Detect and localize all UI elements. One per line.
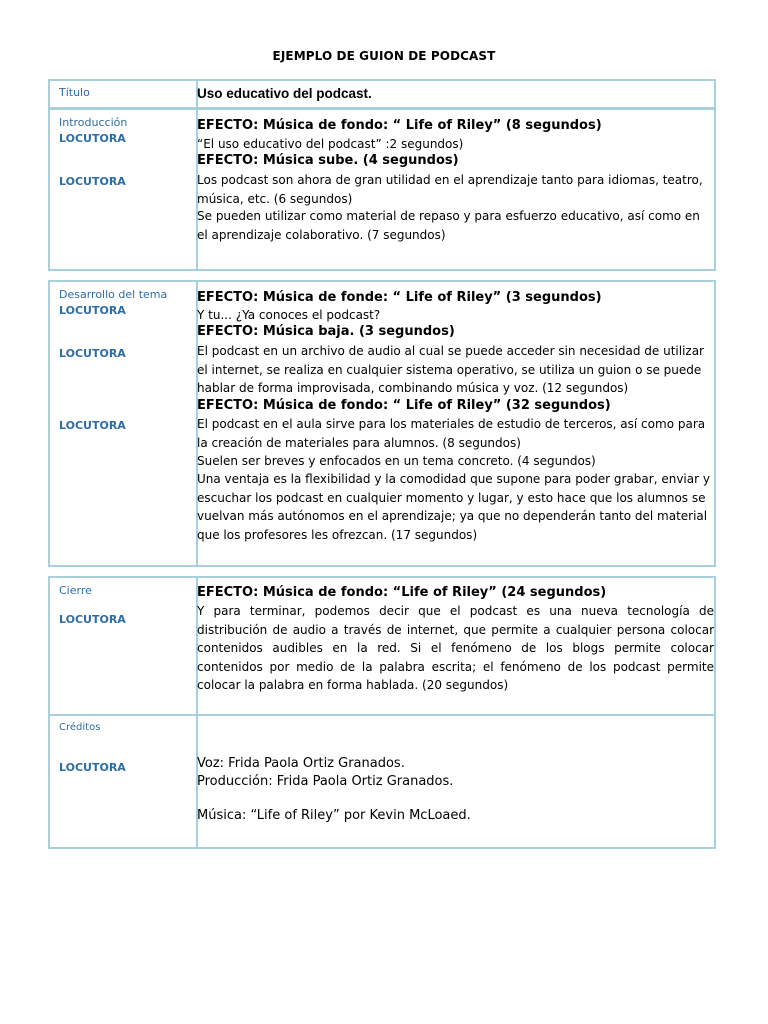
titulo-label: Título (59, 86, 90, 99)
cell-label (48, 576, 198, 716)
desarrollo-label: Desarrollo del tema (59, 288, 168, 301)
efecto-line: EFECTO: Música sube. (4 segundos) (197, 153, 459, 168)
locutora-label: LOCUTORA (59, 347, 126, 360)
efecto-line: EFECTO: Música de fondo: “Life of Riley” (24 segundos) (197, 585, 607, 600)
cierre-label: Cierre (59, 584, 92, 597)
efecto-line: EFECTO: Música baja. (3 segundos) (197, 324, 455, 339)
script-paragraph: Los podcast son ahora de gran utilidad en el aprendizaje tanto para idiomas, teatro, música, etc. (6 segundos) (197, 173, 703, 206)
script-paragraph: Una ventaja es la flexibilidad y la comodidad que supone para poder grabar, enviar y escuchar los podcast en cualquier momento y lugar, y esto hace que los alumnos se vuelvan más autónomos en el aprendizaje; ya que no dependerán tanto del material que los profesores les ofrezcan. (17 segundos) (197, 472, 710, 542)
row-desarrollo (48, 280, 716, 567)
row-creditos (48, 714, 716, 849)
introduccion-label: Introducción (59, 116, 128, 129)
locutora-label: LOCUTORA (59, 613, 126, 626)
cell-label (48, 714, 198, 849)
script-paragraph: Suelen ser breves y enfocados en un tema concreto. (4 segundos) (197, 454, 596, 468)
locutora-label: LOCUTORA (59, 304, 126, 317)
credit-produccion: Producción: Frida Paola Ortiz Granados. (197, 774, 454, 789)
credit-voz: Voz: Frida Paola Ortiz Granados. (197, 756, 405, 771)
locutora-label: LOCUTORA (59, 132, 126, 145)
script-paragraph: El podcast en un archivo de audio al cual se puede acceder sin necesidad de utilizar el internet, se realiza en cualquier sistema operativo, se utiliza un guion o se puede hablar de forma improvisada, combinando música y voz. (12 segundos) (197, 344, 704, 395)
script-paragraph: El podcast en el aula sirve para los materiales de estudio de terceros, así como para la creación de materiales para alumnos. (8 segundos) (197, 417, 706, 450)
credit-musica: Música: “Life of Riley” por Kevin McLoaed. (197, 808, 471, 823)
efecto-line: EFECTO: Música de fondo: “ Life of Riley” (32 segundos) (197, 398, 611, 413)
locutora-label: LOCUTORA (59, 419, 126, 432)
script-line: “El uso educativo del podcast” :2 segundos) (197, 137, 464, 151)
locutora-label: LOCUTORA (59, 175, 126, 188)
locutora-label: LOCUTORA (59, 761, 126, 774)
efecto-line: EFECTO: Música de fonde: “ Life of Riley” (3 segundos) (197, 290, 602, 305)
row-titulo (48, 79, 716, 109)
titulo-value: Uso educativo del podcast. (197, 86, 372, 101)
creditos-label: Créditos (59, 722, 101, 733)
document-title: EJEMPLO DE GUION DE PODCAST (272, 49, 496, 63)
script-paragraph: Y para terminar, podemos decir que el podcast es una nueva tecnología de distribución de audio a través de internet, que permite a cualquier persona colocar contenidos audibles en la red. Si el fenómeno de los blogs permite colocar contenidos por medio de la palabra escrita; el fenómeno de los podcast permite colocar la palabra en forma hablada. (20 segundos) (197, 604, 714, 692)
efecto-line: EFECTO: Música de fondo: “ Life of Riley” (8 segundos) (197, 118, 602, 133)
script-line: Y tu... ¿Ya conoces el podcast? (197, 308, 381, 322)
script-paragraph: Se pueden utilizar como material de repaso y para esfuerzo educativo, así como en el aprendizaje colaborativo. (7 segundos) (197, 209, 700, 242)
row-cierre (48, 576, 716, 716)
row-introduccion (48, 108, 716, 271)
